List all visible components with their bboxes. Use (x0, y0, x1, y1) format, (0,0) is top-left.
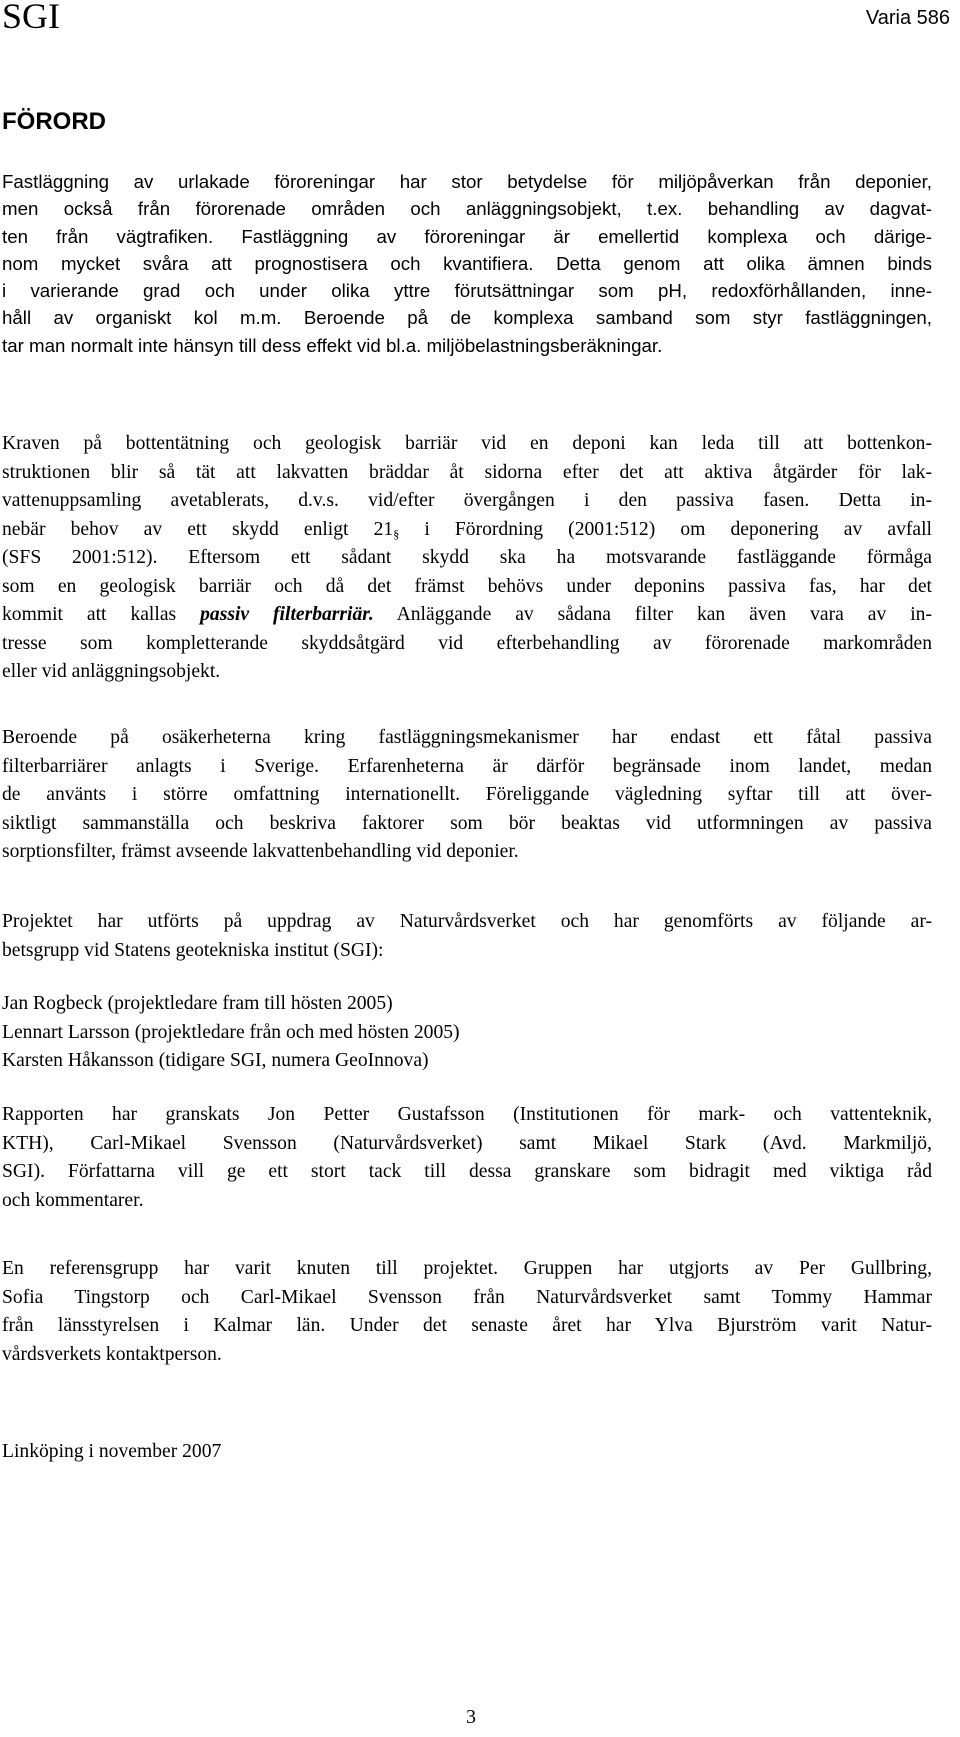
paragraph-line: och kommentarer. (2, 1189, 144, 1211)
paragraph-line: Projektet har utförts på uppdrag av Naturvårdsverket och har genomförts av följande ar- (2, 911, 932, 932)
paragraph-line: tresse som kompletterande skyddsåtgärd vid efterbehandling av förorenade markområden (2, 632, 932, 654)
paragraph-line: (SFS 2001:512). Eftersom ett sådant skydd ska ha motsvarande fastläggande förmåga (2, 547, 932, 568)
paragraph-line (2, 601, 932, 630)
signoff (2, 1438, 932, 1467)
paragraph-line: håll av organiskt kol m.m. Beroende på de komplexa samband som styr fastläggningen, (2, 307, 932, 329)
emphasis-term: passiv filterbarriär. (200, 604, 374, 625)
paragraph-line: tar man normalt inte hänsyn till dess effekt vid bl.a. miljöbelastningsberäkningar. (2, 334, 663, 356)
paragraph-2 (2, 430, 932, 687)
paragraph-5 (2, 1101, 932, 1215)
paragraph-line: En referensgrupp har varit knuten till projektet. Gruppen har utgjorts av Per Gullbring, (2, 1258, 932, 1279)
paragraph-line: KTH), Carl-Mikael Svensson (Naturvårdsverket) samt Mikael Stark (Avd. Markmiljö, (2, 1132, 932, 1154)
paragraph-line (2, 516, 932, 545)
header-org: SGI (2, 0, 61, 36)
paragraph-line: Sofia Tingstorp och Carl-Mikael Svensson från Naturvårdsverket samt Tommy Hammar (2, 1286, 932, 1308)
page-number: 3 (466, 1706, 476, 1728)
paragraph-line: eller vid anläggningsobjekt. (2, 661, 221, 682)
section-symbol: § (393, 526, 400, 541)
paragraph-line: men också från förorenade områden och anläggningsobjekt, t.ex. behandling av dagvat- (2, 198, 932, 220)
paragraph-line: vattenuppsamling avetablerats, d.v.s. vid/efter övergången i den passiva fasen. Detta in- (2, 490, 932, 511)
team-member: Jan Rogbeck (projektledare fram till hösten 2005) (2, 993, 393, 1014)
paragraph-line: Rapporten har granskats Jon Petter Gustafsson (Institutionen för mark- och vattenteknik, (2, 1104, 932, 1125)
paragraph-line: som en geologisk barriär och då det främst behövs under deponins passiva fas, har det (2, 575, 932, 597)
header-series: Varia 586 (865, 7, 950, 29)
text-fragment: nebär behov av ett skydd enligt 21 (2, 518, 394, 540)
paragraph-line: filterbarriärer anlagts i Sverige. Erfarenheterna är därför begränsade inom landet, medan (2, 755, 932, 777)
text-fragment: Anläggande av sådana filter kan även vara av in- (373, 604, 932, 625)
paragraph-line: sorptionsfilter, främst avseende lakvattenbehandling vid deponier. (2, 841, 519, 862)
paragraph-3 (2, 724, 932, 867)
team-list (2, 990, 932, 1076)
page-title: FÖRORD (2, 108, 106, 135)
paragraph-line: ten från vägtrafiken. Fastläggning av föroreningar är emellertid komplexa och därige- (2, 225, 932, 247)
paragraph-4 (2, 908, 932, 965)
paragraph-6 (2, 1255, 932, 1369)
team-member: Karsten Håkansson (tidigare SGI, numera GeoInnova) (2, 1050, 429, 1071)
text-fragment: kommit att kallas (2, 604, 201, 625)
paragraph-line: från länsstyrelsen i Kalmar län. Under det senaste året har Ylva Bjurström varit Natur- (2, 1315, 932, 1336)
paragraph-line: vårdsverkets kontaktperson. (2, 1343, 222, 1365)
text-fragment: i Förordning (2001:512) om deponering av avfall (399, 518, 932, 540)
paragraph-line: Beroende på osäkerheterna kring fastläggningsmekanismer har endast ett fåtal passiva (2, 727, 932, 748)
paragraph-line: struktionen blir så tät att lakvatten bräddar åt sidorna efter det att aktiva åtgärder för lak- (2, 461, 932, 483)
paragraph-line: Fastläggning av urlakade föroreningar har stor betydelse för miljöpåverkan från deponier, (2, 171, 932, 192)
team-member: Lennart Larsson (projektledare från och med hösten 2005) (2, 1021, 460, 1043)
paragraph-line: SGI). Författarna vill ge ett stort tack till dessa granskare som bidragit med viktiga råd (2, 1161, 932, 1182)
paragraph-line: betsgrupp vid Statens geotekniska institut (SGI): (2, 939, 384, 961)
paragraph-line: nom mycket svåra att prognostisera och kvantifiera. Detta genom att olika ämnen binds (2, 252, 932, 274)
signoff-text: Linköping i november 2007 (2, 1441, 222, 1462)
paragraph-1 (2, 168, 932, 359)
paragraph-line: i varierande grad och under olika yttre förutsättningar som pH, redoxförhållanden, inne- (2, 280, 932, 302)
paragraph-line: de använts i större omfattning internationellt. Föreliggande vägledning syftar till att över- (2, 784, 932, 805)
paragraph-line: Kraven på bottentätning och geologisk barriär vid en deponi kan leda till att bottenkon- (2, 433, 932, 454)
paragraph-line: siktligt sammanställa och beskriva faktorer som bör beaktas vid utformningen av passiva (2, 812, 932, 834)
